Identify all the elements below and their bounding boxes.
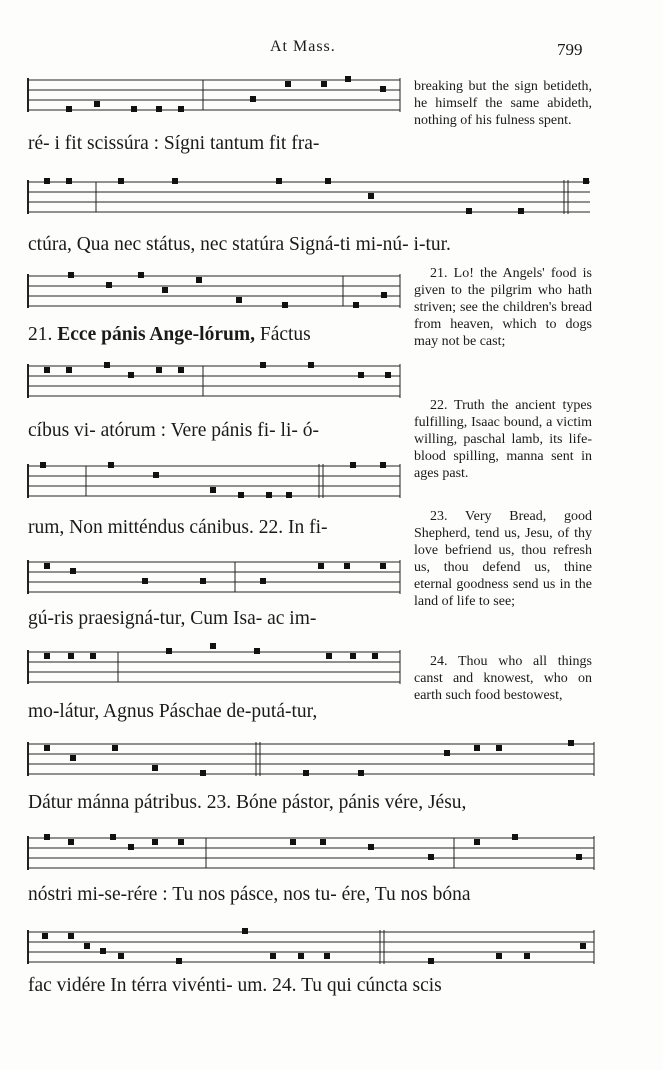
lyric-line-9: nóstri mi-se-rére : Tu nos pásce, nos tu- ére, Tu nos bóna — [28, 884, 471, 905]
lyric-line-5: rum, Non mitténdus cánibus. 22. In fi- — [28, 517, 328, 538]
lyric-line-10: fac vidére In térra vivénti- um. 24. Tu qui cúncta scis — [28, 975, 442, 996]
translation-block-5: 24. Thou who all things canst and knowest, who on earth such food bestowest, — [414, 654, 592, 703]
staff-5-graphic — [28, 462, 403, 502]
staff-8-graphic — [28, 740, 598, 780]
translation-block-4: 23. Very Bread, good Shepherd, tend us, Jesu, of thy love befriend us, thou refresh us, thou defend us, thine eternal goodness send us in the land of life to see; — [414, 509, 592, 609]
staff-9-graphic — [28, 834, 598, 874]
page-number: 799 — [557, 40, 583, 59]
staff-4-graphic — [28, 362, 403, 402]
lyric-line-4: cíbus vi- atórum : Vere pánis fi- li- ó- — [28, 420, 319, 441]
staff-6-graphic — [28, 558, 403, 598]
lyric-line-2: ctúra, Qua nec státus, nec statúra Signá-ti mi-nú- i-tur. — [28, 234, 451, 255]
staff-3-graphic — [28, 272, 403, 312]
verse-number: 21. — [28, 324, 53, 345]
lyric-line-3 — [28, 324, 311, 346]
verse-incipit: Ecce pánis Ange-lórum, — [57, 324, 255, 345]
lyric-line-6: gú-ris praesigná-tur, Cum Isa- ac im- — [28, 608, 317, 629]
staff-7-graphic — [28, 648, 403, 688]
translation-block-1: breaking but the sign betideth, he himself the same abideth, nothing of his fulness spent. — [414, 79, 592, 128]
staff-2-graphic — [28, 178, 593, 218]
lyric-rest: Fáctus — [254, 324, 311, 345]
lyric-line-7: mo-látur, Agnus Páschae de-putá-tur, — [28, 701, 318, 722]
running-title: At Mass. — [270, 38, 336, 55]
translation-block-3: 22. Truth the ancient types fulfilling, Isaac bound, a victim willing, paschal lamb, its life-blood spilling, manna sent in ages past. — [414, 398, 592, 481]
translation-block-2: 21. Lo! the Angels' food is given to the pilgrim who hath striven; see the children's bread from heaven, which to dogs may not be cast; — [414, 266, 592, 349]
lyric-line-8: Dátur mánna pátribus. 23. Bóne pástor, pánis vére, Jésu, — [28, 792, 467, 813]
lyric-line-1: ré- i fit scissúra : Sígni tantum fit fra- — [28, 133, 320, 154]
staff-1-graphic — [28, 76, 403, 116]
staff-10-graphic — [28, 928, 598, 968]
